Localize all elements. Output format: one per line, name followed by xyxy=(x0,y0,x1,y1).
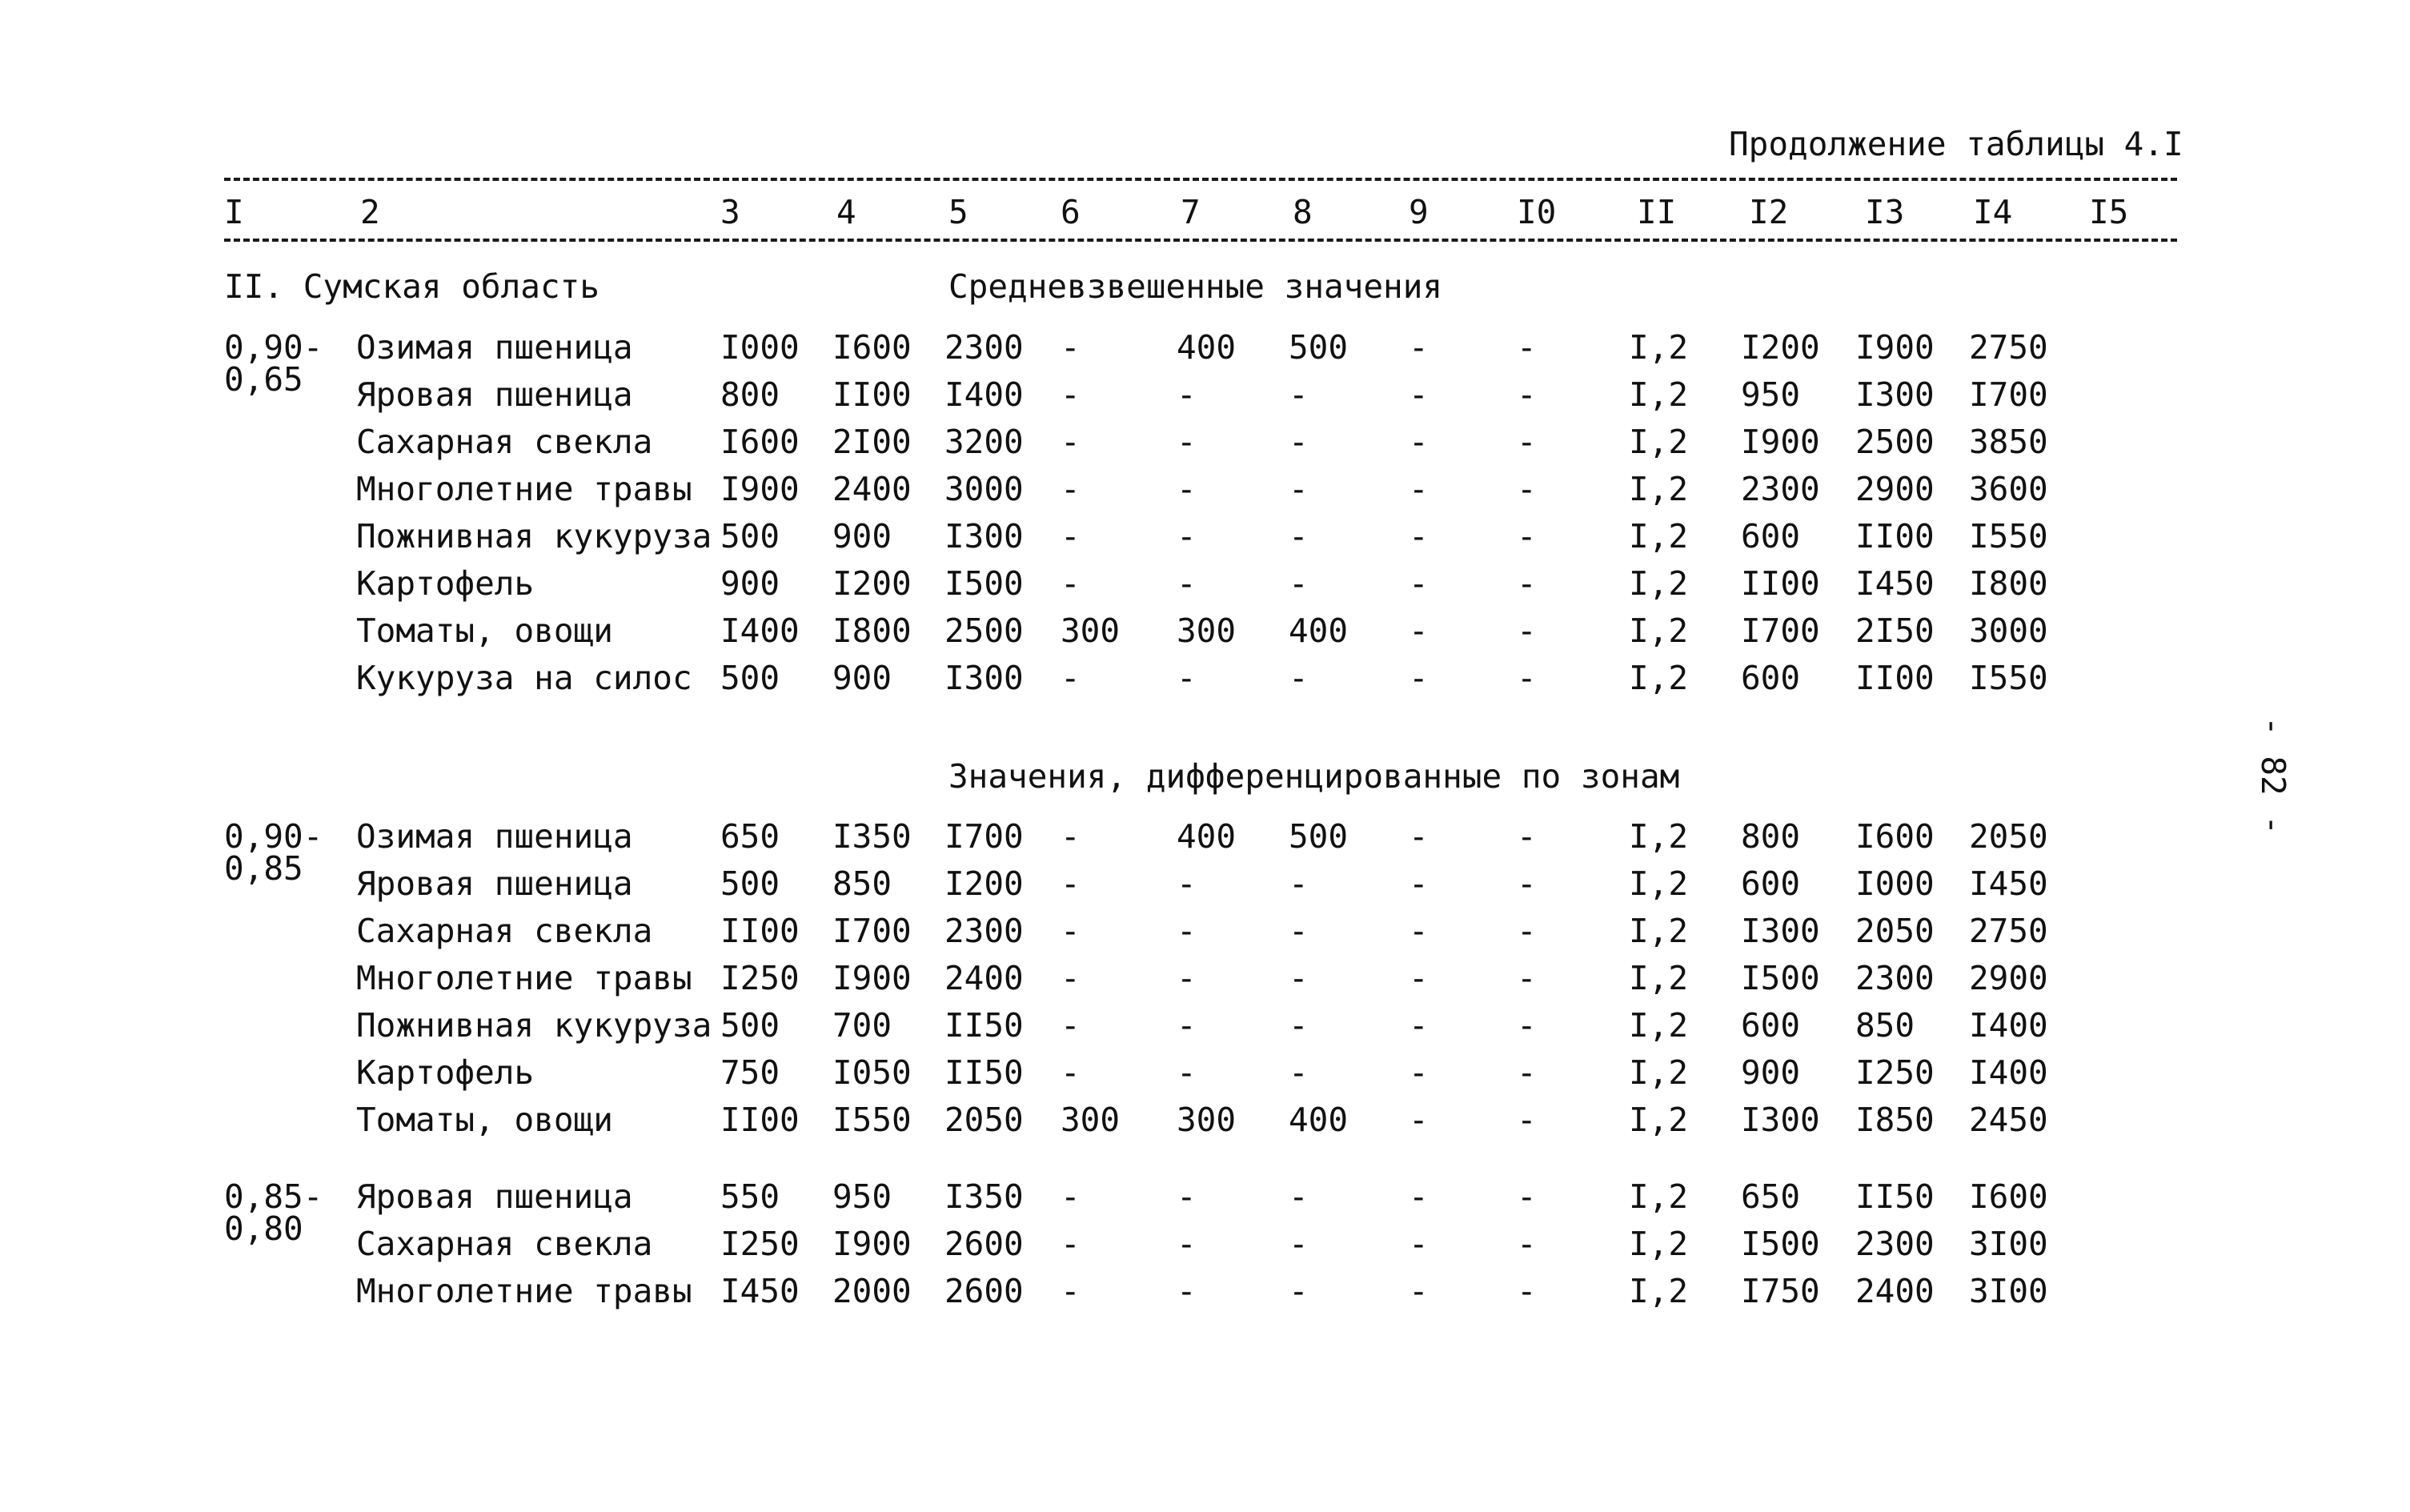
table-cell: - xyxy=(1409,1053,1429,1092)
crop-name: Картофель xyxy=(356,1053,535,1092)
table-cell: - xyxy=(1061,912,1081,950)
table-cell: - xyxy=(1409,517,1429,555)
table-cell: 900 xyxy=(832,517,892,555)
table-cell: I900 xyxy=(832,1225,912,1263)
table-cell: I600 xyxy=(720,423,800,461)
table-cell: - xyxy=(1177,517,1197,555)
table-cell: - xyxy=(1409,1272,1429,1310)
table-cell: 700 xyxy=(832,1006,892,1045)
table-cell: I600 xyxy=(1855,817,1935,856)
table-cell: - xyxy=(1409,864,1429,903)
table-cell: - xyxy=(1177,864,1197,903)
table-cell: I,2 xyxy=(1629,564,1689,603)
table-cell: - xyxy=(1289,423,1309,461)
table-cell: 750 xyxy=(720,1053,780,1092)
table-cell: 850 xyxy=(832,864,892,903)
header-top-rule xyxy=(224,178,2177,181)
table-cell: - xyxy=(1517,470,1537,508)
table-cell: - xyxy=(1289,1177,1309,1216)
table-cell: - xyxy=(1517,612,1537,650)
table-cell: - xyxy=(1409,423,1429,461)
table-cell: 400 xyxy=(1177,817,1237,856)
column-number: II xyxy=(1637,193,1677,231)
table-cell: 300 xyxy=(1177,1101,1237,1139)
table-cell: I750 xyxy=(1741,1272,1820,1310)
table-cell: 600 xyxy=(1741,1006,1801,1045)
table-cell: I900 xyxy=(720,470,800,508)
table-cell: I,2 xyxy=(1629,1272,1689,1310)
table-cell: 2050 xyxy=(1855,912,1935,950)
table-cell: I,2 xyxy=(1629,1101,1689,1139)
table-cell: II00 xyxy=(1741,564,1820,603)
table-cell: - xyxy=(1409,564,1429,603)
table-cell: I,2 xyxy=(1629,517,1689,555)
table-cell: 650 xyxy=(720,817,780,856)
table-cell: 500 xyxy=(1289,817,1349,856)
table-cell: - xyxy=(1061,328,1081,367)
table-cell: 3850 xyxy=(1969,423,2048,461)
table-cell: 400 xyxy=(1289,1101,1349,1139)
table-cell: - xyxy=(1289,375,1309,414)
table-cell: 500 xyxy=(720,517,780,555)
table-cell: 950 xyxy=(832,1177,892,1216)
table-cell: - xyxy=(1289,1053,1309,1092)
table-cell: II50 xyxy=(1855,1177,1935,1216)
table-cell: 2300 xyxy=(1855,1225,1935,1263)
table-cell: 2050 xyxy=(1969,817,2048,856)
table-cell: 2000 xyxy=(832,1272,912,1310)
table-cell: - xyxy=(1289,912,1309,950)
table-cell: 800 xyxy=(720,375,780,414)
table-cell: I300 xyxy=(944,517,1024,555)
table-cell: II00 xyxy=(720,1101,800,1139)
table-cell: 850 xyxy=(1855,1006,1915,1045)
table-cell: 2600 xyxy=(944,1272,1024,1310)
table-cell: I000 xyxy=(720,328,800,367)
table-cell: I,2 xyxy=(1629,328,1689,367)
table-cell: - xyxy=(1061,564,1081,603)
table-cell: I300 xyxy=(1741,912,1820,950)
column-number: 3 xyxy=(720,193,740,231)
table-cell: I700 xyxy=(1741,612,1820,650)
column-number: I3 xyxy=(1865,193,1905,231)
table-cell: I,2 xyxy=(1629,470,1689,508)
column-number: I2 xyxy=(1749,193,1789,231)
table-cell: I000 xyxy=(1855,864,1935,903)
table-cell: 600 xyxy=(1741,517,1801,555)
table-cell: I200 xyxy=(1741,328,1820,367)
region-title: II. Сумская область xyxy=(224,267,599,306)
table-cell: I250 xyxy=(720,1225,800,1263)
table-cell: - xyxy=(1289,470,1309,508)
table-cell: - xyxy=(1517,864,1537,903)
table-cell: I700 xyxy=(832,912,912,950)
table-cell: I550 xyxy=(1969,659,2048,697)
column-number: I4 xyxy=(1973,193,2013,231)
table-cell: - xyxy=(1177,1177,1197,1216)
column-number: 2 xyxy=(360,193,380,231)
table-cell: I550 xyxy=(832,1101,912,1139)
table-cell: - xyxy=(1289,564,1309,603)
table-cell: I400 xyxy=(720,612,800,650)
table-cell: I600 xyxy=(832,328,912,367)
table-cell: - xyxy=(1517,1101,1537,1139)
table-cell: 800 xyxy=(1741,817,1801,856)
table-cell: I800 xyxy=(832,612,912,650)
crop-name: Сахарная свекла xyxy=(356,912,653,950)
table-cell: 650 xyxy=(1741,1177,1801,1216)
crop-name: Озимая пшеница xyxy=(356,817,633,856)
range-end: 0,85 xyxy=(224,849,303,888)
table-cell: - xyxy=(1061,375,1081,414)
crop-name: Сахарная свекла xyxy=(356,423,653,461)
table-cell: 2500 xyxy=(1855,423,1935,461)
table-cell: I500 xyxy=(1741,959,1820,997)
table-cell: - xyxy=(1061,470,1081,508)
table-cell: - xyxy=(1289,864,1309,903)
table-cell: I300 xyxy=(1741,1101,1820,1139)
table-cell: 2I00 xyxy=(832,423,912,461)
column-number: 7 xyxy=(1181,193,1201,231)
table-cell: 3I00 xyxy=(1969,1225,2048,1263)
table-cell: - xyxy=(1289,517,1309,555)
table-cell: - xyxy=(1517,517,1537,555)
column-number: 5 xyxy=(948,193,968,231)
table-cell: I,2 xyxy=(1629,1053,1689,1092)
table-cell: II00 xyxy=(1855,659,1935,697)
table-cell: - xyxy=(1517,1225,1537,1263)
table-cell: - xyxy=(1409,375,1429,414)
table-cell: I,2 xyxy=(1629,375,1689,414)
crop-name: Сахарная свекла xyxy=(356,1225,653,1263)
table-cell: - xyxy=(1409,1225,1429,1263)
table-cell: - xyxy=(1409,659,1429,697)
table-cell: - xyxy=(1409,612,1429,650)
table-cell: 2300 xyxy=(1741,470,1820,508)
table-cell: I500 xyxy=(944,564,1024,603)
table-cell: II00 xyxy=(720,912,800,950)
range-end: 0,80 xyxy=(224,1209,303,1248)
table-cell: - xyxy=(1409,1101,1429,1139)
section2-heading: Значения, дифференцированные по зонам xyxy=(948,757,1680,796)
table-cell: 2400 xyxy=(944,959,1024,997)
table-cell: - xyxy=(1517,423,1537,461)
range-end: 0,65 xyxy=(224,360,303,399)
table-cell: I600 xyxy=(1969,1177,2048,1216)
crop-name: Томаты, овощи xyxy=(356,612,613,650)
table-cell: - xyxy=(1177,423,1197,461)
table-cell: - xyxy=(1289,1272,1309,1310)
section1-heading: Средневзвешенные значения xyxy=(948,267,1443,306)
table-cell: - xyxy=(1409,470,1429,508)
table-cell: I450 xyxy=(720,1272,800,1310)
table-cell: - xyxy=(1177,1053,1197,1092)
column-number: 8 xyxy=(1293,193,1313,231)
table-cell: 900 xyxy=(832,659,892,697)
table-cell: I,2 xyxy=(1629,959,1689,997)
table-cell: - xyxy=(1409,817,1429,856)
table-cell: I250 xyxy=(720,959,800,997)
table-cell: I800 xyxy=(1969,564,2048,603)
table-cell: 3000 xyxy=(944,470,1024,508)
table-cell: 900 xyxy=(1741,1053,1801,1092)
table-cell: 300 xyxy=(1061,1101,1121,1139)
table-cell: - xyxy=(1061,817,1081,856)
table-cell: - xyxy=(1517,659,1537,697)
crop-name: Многолетние травы xyxy=(356,470,692,508)
table-cell: I200 xyxy=(832,564,912,603)
table-cell: I,2 xyxy=(1629,1006,1689,1045)
table-cell: I700 xyxy=(1969,375,2048,414)
table-cell: 300 xyxy=(1177,612,1237,650)
crop-name: Пожнивная кукуруза xyxy=(356,1006,712,1045)
table-cell: 500 xyxy=(1289,328,1349,367)
table-cell: - xyxy=(1177,1225,1197,1263)
page-number: - 82 - xyxy=(2254,716,2292,836)
table-cell: 500 xyxy=(720,659,780,697)
table-cell: - xyxy=(1409,912,1429,950)
table-cell: I500 xyxy=(1741,1225,1820,1263)
table-cell: - xyxy=(1517,1006,1537,1045)
table-cell: - xyxy=(1061,864,1081,903)
table-cell: - xyxy=(1061,1006,1081,1045)
table-cell: - xyxy=(1409,1006,1429,1045)
column-number: I xyxy=(224,193,244,231)
table-cell: - xyxy=(1061,517,1081,555)
table-cell: I850 xyxy=(1855,1101,1935,1139)
table-cell: - xyxy=(1177,470,1197,508)
crop-name: Яровая пшеница xyxy=(356,1177,633,1216)
table-cell: 2600 xyxy=(944,1225,1024,1263)
table-cell: - xyxy=(1289,1225,1309,1263)
table-cell: - xyxy=(1289,959,1309,997)
table-cell: I400 xyxy=(1969,1006,2048,1045)
crop-name: Томаты, овощи xyxy=(356,1101,613,1139)
table-cell: I400 xyxy=(944,375,1024,414)
table-cell: 2900 xyxy=(1855,470,1935,508)
table-cell: I250 xyxy=(1855,1053,1935,1092)
table-cell: - xyxy=(1061,959,1081,997)
table-cell: - xyxy=(1061,1177,1081,1216)
column-number: 6 xyxy=(1061,193,1081,231)
table-cell: I700 xyxy=(944,817,1024,856)
table-cell: - xyxy=(1517,564,1537,603)
table-cell: II50 xyxy=(944,1053,1024,1092)
table-cell: I,2 xyxy=(1629,1225,1689,1263)
crop-name: Многолетние травы xyxy=(356,959,692,997)
table-cell: - xyxy=(1061,423,1081,461)
table-cell: - xyxy=(1517,959,1537,997)
table-cell: I,2 xyxy=(1629,1177,1689,1216)
table-cell: 400 xyxy=(1289,612,1349,650)
column-number: 4 xyxy=(836,193,856,231)
table-cell: - xyxy=(1061,1272,1081,1310)
table-cell: 2900 xyxy=(1969,959,2048,997)
table-cell: - xyxy=(1177,564,1197,603)
table-cell: - xyxy=(1061,659,1081,697)
table-cell: II00 xyxy=(832,375,912,414)
table-cell: I200 xyxy=(944,864,1024,903)
table-cell: - xyxy=(1177,659,1197,697)
table-cell: - xyxy=(1177,1006,1197,1045)
range-start: 0,90- xyxy=(224,817,323,856)
table-cell: I900 xyxy=(1741,423,1820,461)
table-cell: 2I50 xyxy=(1855,612,1935,650)
table-cell: I900 xyxy=(832,959,912,997)
table-cell: 550 xyxy=(720,1177,780,1216)
crop-name: Пожнивная кукуруза xyxy=(356,517,712,555)
table-cell: 500 xyxy=(720,864,780,903)
table-cell: 600 xyxy=(1741,659,1801,697)
table-cell: 3I00 xyxy=(1969,1272,2048,1310)
table-cell: 950 xyxy=(1741,375,1801,414)
table-cell: II50 xyxy=(944,1006,1024,1045)
table-cell: I,2 xyxy=(1629,423,1689,461)
table-cell: I,2 xyxy=(1629,612,1689,650)
table-cell: 3000 xyxy=(1969,612,2048,650)
table-cell: 300 xyxy=(1061,612,1121,650)
table-cell: 900 xyxy=(720,564,780,603)
table-cell: - xyxy=(1061,1053,1081,1092)
table-cell: I,2 xyxy=(1629,864,1689,903)
table-cell: - xyxy=(1409,1177,1429,1216)
table-cell: 2750 xyxy=(1969,328,2048,367)
table-cell: 2300 xyxy=(1855,959,1935,997)
table-cell: - xyxy=(1177,959,1197,997)
table-cell: - xyxy=(1061,1225,1081,1263)
table-cell: I,2 xyxy=(1629,912,1689,950)
table-cell: I050 xyxy=(832,1053,912,1092)
table-cell: - xyxy=(1409,959,1429,997)
crop-name: Кукуруза на силос xyxy=(356,659,692,697)
crop-name: Озимая пшеница xyxy=(356,328,633,367)
table-title: Продолжение таблицы 4.I xyxy=(1729,125,2183,163)
table-cell: - xyxy=(1517,912,1537,950)
table-cell: I900 xyxy=(1855,328,1935,367)
table-cell: - xyxy=(1289,659,1309,697)
table-cell: I450 xyxy=(1855,564,1935,603)
table-cell: I350 xyxy=(944,1177,1024,1216)
table-cell: I550 xyxy=(1969,517,2048,555)
header-bottom-rule xyxy=(224,239,2177,242)
table-cell: - xyxy=(1517,817,1537,856)
table-cell: I450 xyxy=(1969,864,2048,903)
crop-name: Яровая пшеница xyxy=(356,375,633,414)
table-cell: - xyxy=(1517,328,1537,367)
table-cell: - xyxy=(1517,1053,1537,1092)
crop-name: Яровая пшеница xyxy=(356,864,633,903)
table-cell: I300 xyxy=(944,659,1024,697)
table-cell: 2300 xyxy=(944,328,1024,367)
column-number: I0 xyxy=(1517,193,1557,231)
table-cell: 2450 xyxy=(1969,1101,2048,1139)
table-cell: 500 xyxy=(720,1006,780,1045)
table-cell: I,2 xyxy=(1629,817,1689,856)
table-cell: - xyxy=(1517,375,1537,414)
table-cell: 2050 xyxy=(944,1101,1024,1139)
table-cell: 2750 xyxy=(1969,912,2048,950)
table-cell: 2400 xyxy=(1855,1272,1935,1310)
table-cell: - xyxy=(1409,328,1429,367)
column-number: I5 xyxy=(2089,193,2129,231)
range-start: 0,85- xyxy=(224,1177,323,1216)
table-cell: 400 xyxy=(1177,328,1237,367)
table-cell: II00 xyxy=(1855,517,1935,555)
table-cell: - xyxy=(1517,1272,1537,1310)
table-cell: 2300 xyxy=(944,912,1024,950)
table-cell: I,2 xyxy=(1629,659,1689,697)
range-start: 0,90- xyxy=(224,328,323,367)
table-cell: - xyxy=(1177,375,1197,414)
table-cell: 3600 xyxy=(1969,470,2048,508)
table-cell: - xyxy=(1289,1006,1309,1045)
crop-name: Многолетние травы xyxy=(356,1272,692,1310)
table-cell: - xyxy=(1177,1272,1197,1310)
crop-name: Картофель xyxy=(356,564,535,603)
table-cell: I400 xyxy=(1969,1053,2048,1092)
table-cell: - xyxy=(1177,912,1197,950)
table-cell: 600 xyxy=(1741,864,1801,903)
table-cell: 2500 xyxy=(944,612,1024,650)
column-number: 9 xyxy=(1409,193,1429,231)
table-cell: I300 xyxy=(1855,375,1935,414)
table-cell: 2400 xyxy=(832,470,912,508)
table-cell: 3200 xyxy=(944,423,1024,461)
table-cell: I350 xyxy=(832,817,912,856)
table-cell: - xyxy=(1517,1177,1537,1216)
